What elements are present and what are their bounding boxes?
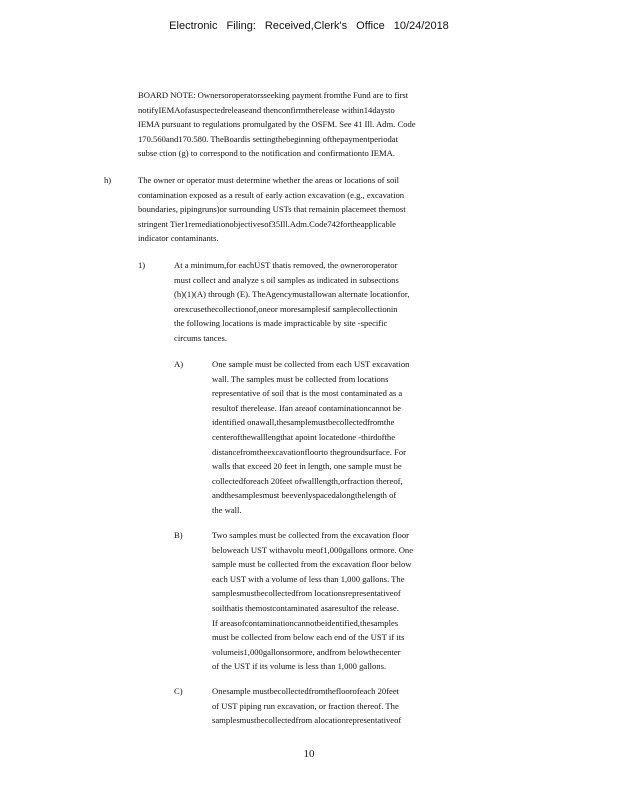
text-line: andthesamplesmust beevenlyspacedalongthelength of [212, 490, 397, 501]
text-line: stringent Tier1remediationobjectivesof35Ill.Adm.Code742fortheapplicable [138, 218, 396, 229]
section-h-text [138, 173, 406, 246]
text-line: circums tances. [174, 332, 227, 343]
text-line: subse ction (g) to correspond to the notification and confirmationto IEMA. [138, 148, 396, 159]
item-b-label: B) [174, 530, 183, 540]
item-1-label: 1) [138, 260, 146, 270]
text-line: samplesmustbecollectedfrom alocationrepresentativeof [212, 715, 402, 726]
text-line: representative of soil that is the most contaminated as a [212, 388, 403, 399]
text-line: collectedforeach 20feet ofwalllength,orfraction thereof, [212, 475, 403, 486]
text-line: notifyIEMAofasuspectedreleaseand thenconfirmtherelease within14daysto [138, 104, 395, 115]
text-line: The owner or operator must determine whether the areas or locations of soil [138, 175, 400, 185]
text-line: walls that exceed 20 feet in length, one sample must be [212, 461, 402, 472]
item-b-text [212, 528, 413, 674]
item-1-text [174, 258, 410, 346]
text-line: Onesample mustbecollectedfromthefloorofeach 20feet [212, 686, 400, 696]
text-line: 170.560and170.580. TheBoardis settingthebeginning ofthepaymentperiodat [138, 133, 398, 144]
text-line: must be collected from below each end of the UST if its [212, 632, 405, 643]
text-line: soilthatis themostcontaminated asaresultof the release. [212, 602, 399, 613]
text-line: Two samples must be collected from the excavation floor [212, 530, 409, 540]
item-c-text [212, 684, 401, 728]
item-c-label: C) [174, 686, 183, 696]
text-line: One sample must be collected from each UST excavation [212, 359, 410, 369]
page-number: 10 [303, 748, 315, 760]
text-line: BOARD NOTE: Ownersoroperatorsseeking payment fromthe Fund are to first [138, 90, 409, 100]
text-line: the wall. [212, 504, 242, 515]
text-line: must collect and analyze s oil samples as indicated in subsections [174, 274, 399, 285]
text-line: At a minimum,for eachUST thatis removed, the owneroroperator [174, 260, 398, 270]
text-line: orexcusethecollectionof,oneor moresamplesif samplecollectionin [174, 303, 398, 314]
item-a-text [212, 357, 409, 518]
text-line: contamination exposed as a result of early action excavation (e.g., excavation [138, 189, 405, 200]
text-line: centerofthewalllengthat apoint locatedone -thirdofthe [212, 431, 396, 442]
text-line: distancefromtheexcavationfloorto thegroundsurface. For [212, 446, 407, 457]
text-line: of the UST if its volume is less than 1,000 gallons. [212, 661, 387, 672]
text-line: volumeis1,000gallonsormore, andfrom belowthecenter [212, 646, 401, 657]
text-line: the following locations is made impracticable by site -specific [174, 318, 388, 329]
text-line: resultof therelease. Ifan areaof contaminationcannot be [212, 402, 401, 413]
text-line: boundaries, pipingruns)or surrounding USTs that remainin placemeet themost [138, 204, 406, 215]
text-line: wall. The samples must be collected from locations [212, 373, 389, 384]
text-line: each UST with a volume of less than 1,000 gallons. The [212, 573, 405, 584]
text-line: sample must be collected from the excavation floor below [212, 559, 412, 570]
text-line: identified onawall,thesamplemustbecollectedfromthe [212, 417, 395, 428]
text-line: beloweach UST withavolu meof1,000gallons ormore. One [212, 544, 414, 555]
text-line: (h)(1)(A) through (E). TheAgencymustallowan alternate locationfor, [174, 289, 410, 300]
text-line: indicator contaminants. [138, 233, 219, 244]
text-line: IEMA pursuant to regulations promulgated by the OSFM. See 41 Ill. Adm. Code [138, 119, 416, 130]
board-note [138, 88, 416, 161]
text-line: samplesmustbecollectedfrom locationsrepresentativeof [212, 588, 401, 599]
text-line: If areasofcontaminationcannotbeidentified,thesamples [212, 617, 399, 628]
text-line: of UST piping run excavation, or fraction thereof. The [212, 700, 399, 711]
item-a-label: A) [174, 359, 184, 369]
section-h-label: h) [104, 175, 112, 185]
electronic-filing-header: Electronic Filing: Received,Clerk's Office 10/24/2018 [169, 20, 449, 32]
